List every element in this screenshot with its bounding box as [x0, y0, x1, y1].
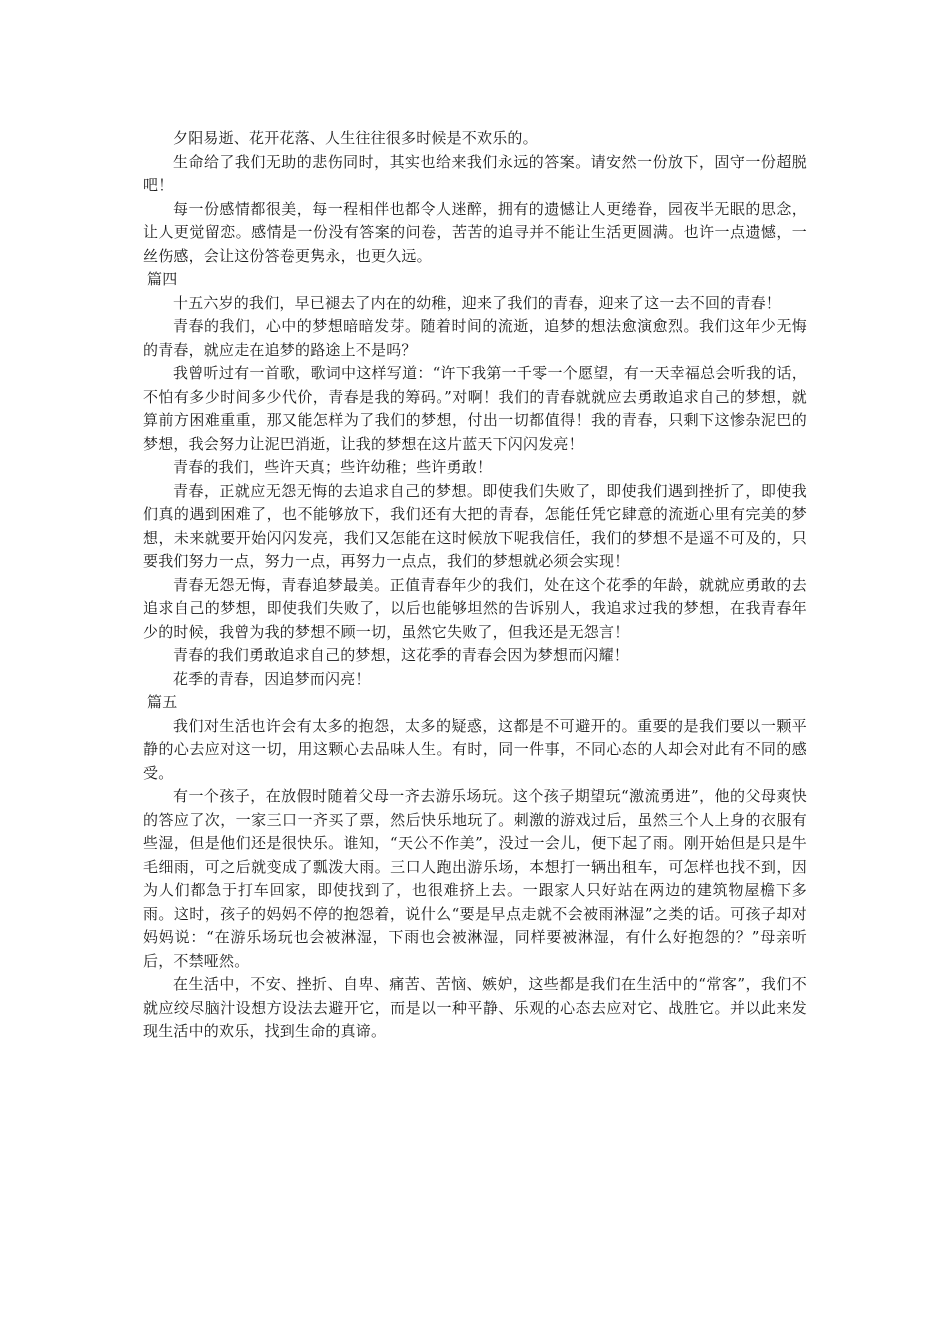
paragraph: 我曾听过有一首歌，歌词中这样写道：“许下我第一千零一个愿望，有一天幸福总会听我的话，不怕有多少时间多少代价，青春是我的筹码。”对啊！我们的青春就就应去勇敢追求自己的梦想，就算前方困难重重，那又能怎样为了我们的梦想，付出一切都值得！我的青春，只剩下这惨杂泥巴的梦想，我会努力让泥巴消逝，让我的梦想在这片蓝天下闪闪发亮！	[143, 364, 807, 453]
section-heading-5: 篇五	[147, 693, 178, 711]
paragraph: 青春的我们勇敢追求自己的梦想，这花季的青春会因为梦想而闪耀！	[173, 646, 630, 664]
paragraph: 在生活中，不安、挫折、自卑、痛苦、苦恼、嫉妒，这些都是我们在生活中的“常客”，我们不就应绞尽脑汁设想方设法去避开它，而是以一种平静、乐观的心态去应对它、战胜它。并以此来发现生活中的欢乐，找到生命的真谛。	[143, 975, 807, 1040]
document-body	[143, 127, 807, 1044]
section-heading-4: 篇四	[147, 270, 178, 288]
paragraph: 生命给了我们无助的悲伤同时，其实也给来我们永远的答案。请安然一份放下，固守一份超脱吧！	[143, 152, 807, 194]
paragraph: 有一个孩子，在放假时随着父母一齐去游乐场玩。这个孩子期望玩“激流勇进”，他的父母爽快的答应了次，一家三口一齐买了票，然后快乐地玩了。刺激的游戏过后，虽然三个人上身的衣服有些湿，但是他们还是很快乐。谁知，“天公不作美”，没过一会儿，便下起了雨。刚开始但是只是牛毛细雨，可之后就变成了瓢泼大雨。三口人跑出游乐场，本想打一辆出租车，可怎样也找不到，因为人们都急于打车回家，即使找到了，也很难挤上去。一跟家人只好站在两边的建筑物屋檐下多雨。这时，孩子的妈妈不停的抱怨着，说什么“要是早点走就不会被雨淋湿”之类的话。可孩子却对妈妈说：“在游乐场玩也会被淋湿，下雨也会被淋湿，同样要被淋湿，有什么好抱怨的？”母亲听后，不禁哑然。	[143, 787, 807, 970]
paragraph: 夕阳易逝、花开花落、人生往往很多时候是不欢乐的。	[173, 129, 538, 147]
paragraph: 青春，正就应无怨无悔的去追求自己的梦想。即使我们失败了，即使我们遇到挫折了，即使我们真的遇到困难了，也不能够放下，我们还有大把的青春，怎能任凭它肆意的流逝心里有完美的梦想，未来就要开始闪闪发亮，我们又怎能在这时候放下呢我信任，我们的梦想不是遥不可及的，只要我们努力一点，努力一点，再努力一点点，我们的梦想就必须会实现！	[143, 481, 807, 570]
paragraph: 青春的我们，些许天真；些许幼稚；些许勇敢！	[173, 458, 493, 476]
paragraph: 青春的我们，心中的梦想暗暗发芽。随着时间的流逝，追梦的想法愈演愈烈。我们这年少无悔的青春，就应走在追梦的路途上不是吗？	[143, 317, 807, 359]
paragraph: 十五六岁的我们，早已褪去了内在的幼稚，迎来了我们的青春，迎来了这一去不回的青春！	[173, 293, 782, 312]
paragraph: 花季的青春，因追梦而闪亮！	[173, 669, 371, 688]
paragraph: 我们对生活也许会有太多的抱怨，太多的疑惑，这都是不可避开的。重要的是我们要以一颗平静的心去应对这一切，用这颗心去品味人生。有时，同一件事，不同心态的人却会对此有不同的感受。	[143, 716, 807, 782]
paragraph: 青春无怨无悔，青春追梦最美。正值青春年少的我们，处在这个花季的年龄，就就应勇敢的去追求自己的梦想，即使我们失败了，以后也能够坦然的告诉别人，我追求过我的梦想，在我青春年少的时候，我曾为我的梦想不顾一切，虽然它失败了，但我还是无怨言！	[143, 575, 807, 641]
paragraph: 每一份感情都很美，每一程相伴也都令人迷醉，拥有的遗憾让人更绻眷，园夜半无眠的思念，让人更觉留恋。感情是一份没有答案的问卷，苦苦的追寻并不能让生活更圆满。也许一点遗憾，一丝伤感，会让这份答卷更隽永，也更久远。	[143, 199, 807, 265]
